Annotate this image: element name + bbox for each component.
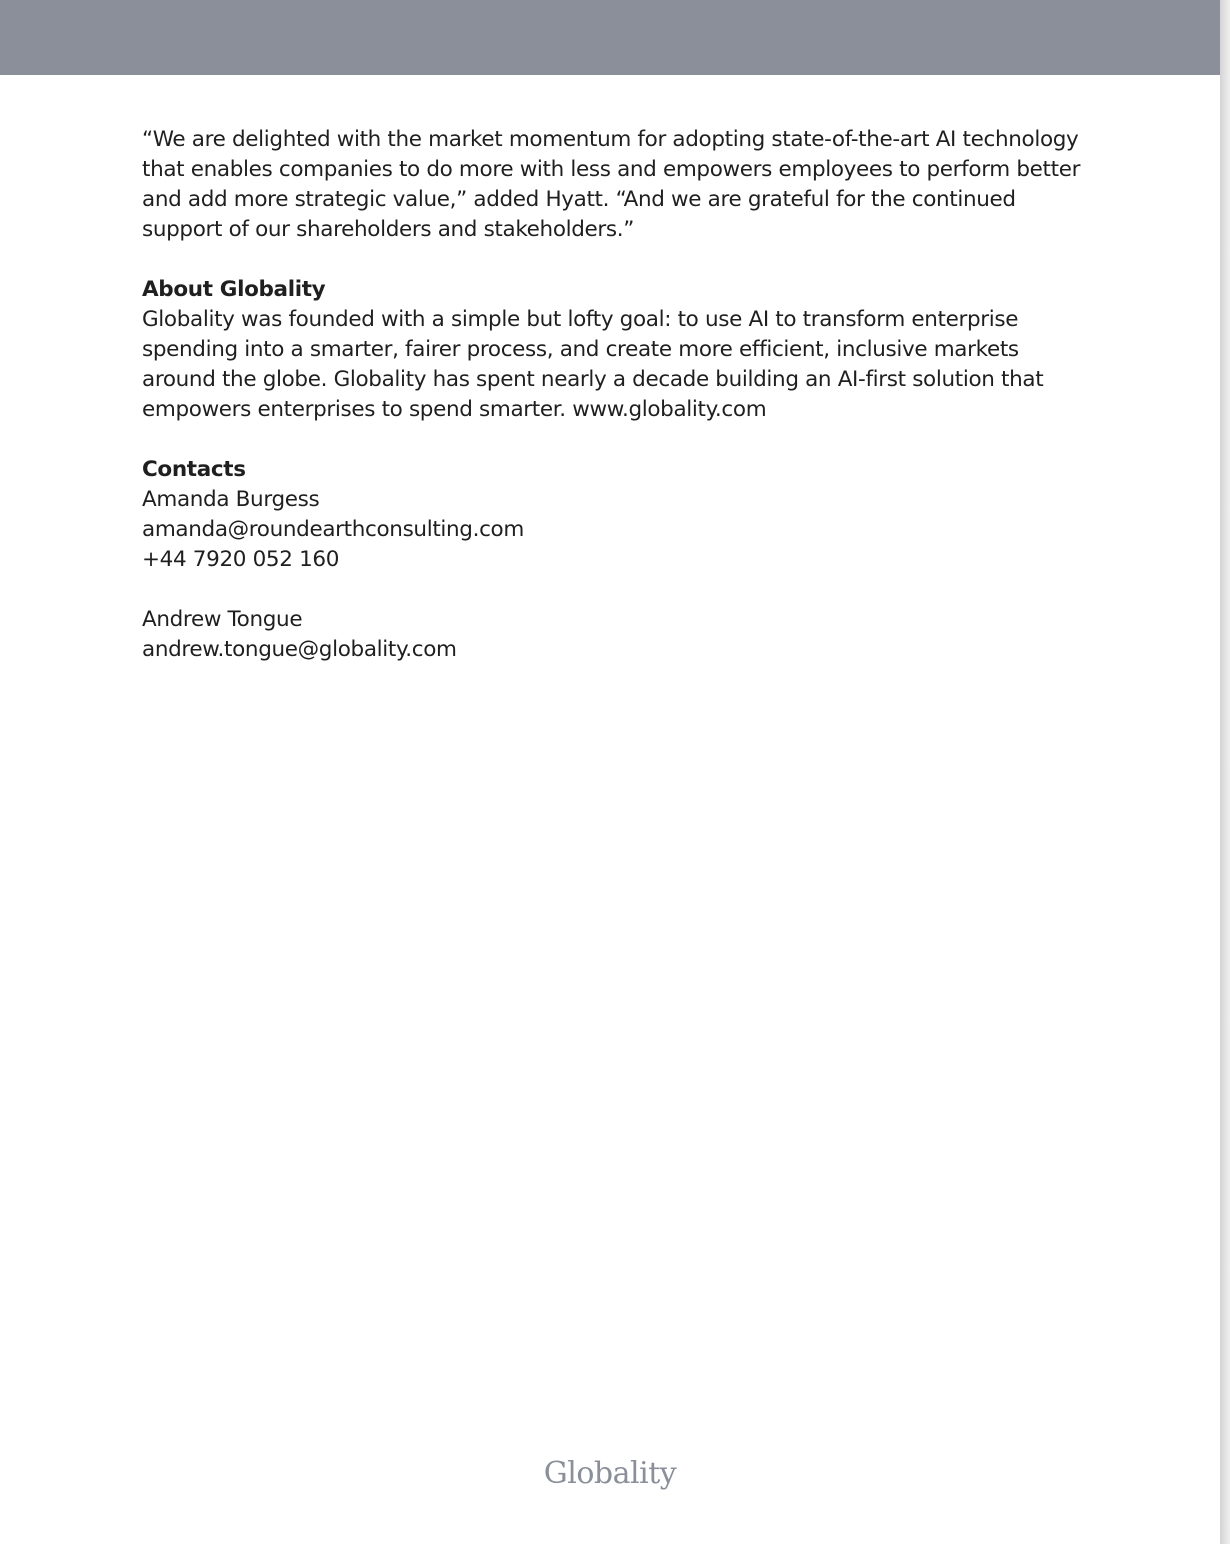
spacer	[142, 245, 1082, 275]
contacts-heading: Contacts	[142, 457, 246, 482]
spacer	[142, 575, 1082, 605]
contact-phone: +44 7920 052 160	[142, 547, 340, 572]
globality-logo: Globality	[543, 1456, 677, 1491]
contact-name: Andrew Tongue	[142, 607, 303, 632]
spacer	[142, 425, 1082, 455]
page-content	[142, 125, 1082, 665]
about-paragraph: Globality was founded with a simple but lofty goal: to use AI to transform enterprise spending into a smarter, fairer process, and create more efficient, inclusive markets around the globe. Globality has spent nearly a decade building an AI-first solution that empowers enterprises to spend smarter. www.globality.com	[142, 307, 1044, 422]
quote-paragraph: “We are delighted with the market momentum for adopting state-of-the-art AI technology that enables companies to do more with less and empowers employees to perform better and add more strategic value,” added Hyatt. “And we are grateful for the continued support of our shareholders and stakeholders.”	[142, 127, 1081, 242]
contact-email: amanda@roundearthconsulting.com	[142, 517, 524, 542]
page-edge-shadow	[1220, 0, 1230, 1544]
header-band	[0, 0, 1220, 75]
about-heading: About Globality	[142, 277, 326, 302]
contact-name: Amanda Burgess	[142, 487, 320, 512]
contact-email: andrew.tongue@globality.com	[142, 637, 457, 662]
